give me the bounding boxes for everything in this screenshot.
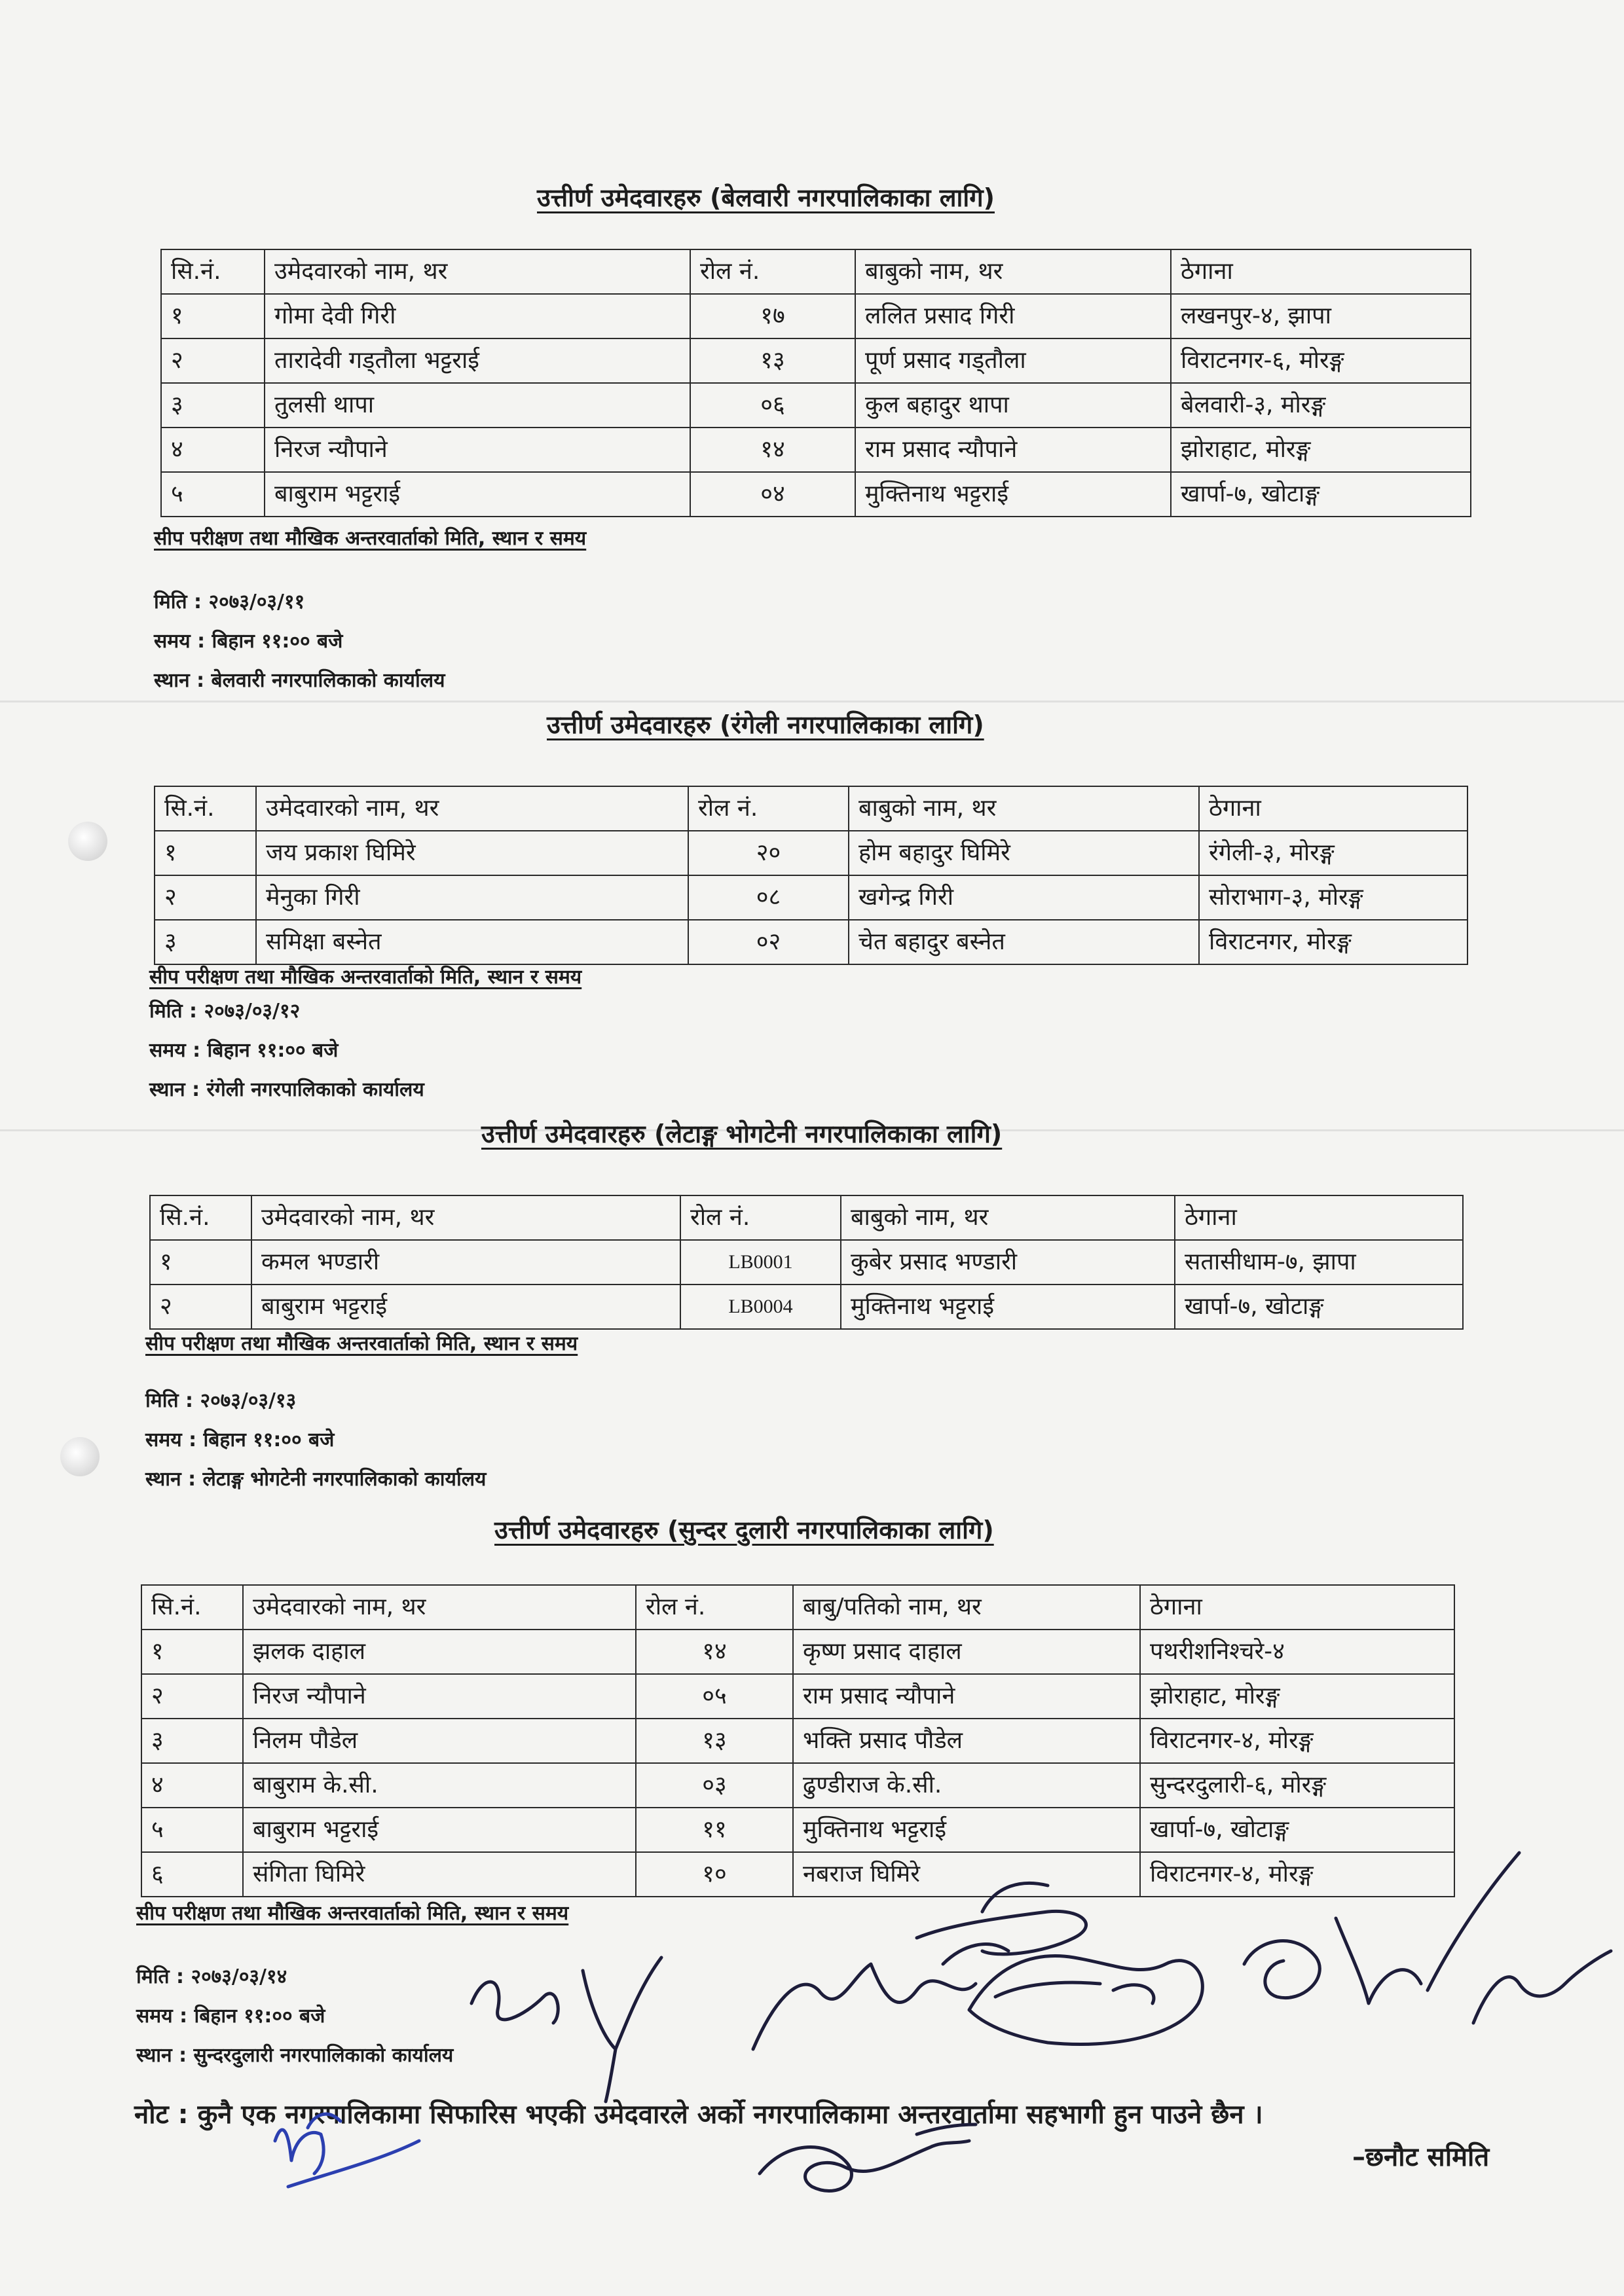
father-name-cell: पूर्ण प्रसाद गड्तौला bbox=[855, 338, 1171, 383]
address-cell: विराटनगर, मोरङ्ग bbox=[1199, 920, 1467, 964]
interview-subheading: सीप परीक्षण तथा मौखिक अन्तरवार्ताको मिति, स्थान र समय bbox=[136, 1902, 569, 1925]
father-name-cell: नबराज घिमिरे bbox=[793, 1852, 1140, 1897]
header-father-name: बाबुको नाम, थर bbox=[841, 1195, 1175, 1240]
committee-signature-label: –छनौट समिति bbox=[1352, 2142, 1490, 2172]
header-father-husband-name: बाबु/पतिको नाम, थर bbox=[793, 1585, 1140, 1630]
candidate-name-cell: तारादेवी गड्तौला भट्टराई bbox=[265, 338, 690, 383]
candidate-name-cell: निलम पौडेल bbox=[243, 1719, 636, 1763]
serial-cell: २ bbox=[155, 875, 256, 920]
header-address: ठेगाना bbox=[1171, 249, 1471, 294]
serial-cell: ३ bbox=[155, 920, 256, 964]
interview-subheading: सीप परीक्षण तथा मौखिक अन्तरवार्ताको मिति, स्थान र समय bbox=[145, 1332, 578, 1355]
interview-place: स्थान : लेटाङ्ग भोगटेनी नगरपालिकाको कार्यालय bbox=[145, 1468, 487, 1491]
candidate-name-cell: निरज न्यौपाने bbox=[243, 1674, 636, 1719]
father-name-cell: खगेन्द्र गिरी bbox=[849, 875, 1199, 920]
candidate-name-cell: बाबुराम भट्टराई bbox=[251, 1285, 680, 1329]
interview-subheading: सीप परीक्षण तथा मौखिक अन्तरवार्ताको मिति, स्थान र समय bbox=[149, 966, 582, 989]
header-candidate-name: उमेदवारको नाम, थर bbox=[256, 786, 688, 831]
address-cell: खार्पा-७, खोटाङ्ग bbox=[1175, 1285, 1463, 1329]
roll-no-cell: १४ bbox=[636, 1630, 793, 1674]
serial-cell: १ bbox=[161, 294, 265, 338]
father-name-cell: ललित प्रसाद गिरी bbox=[855, 294, 1171, 338]
interview-place: स्थान : रंगेली नगरपालिकाको कार्यालय bbox=[149, 1078, 424, 1101]
address-cell: विराटनगर-४, मोरङ्ग bbox=[1140, 1719, 1454, 1763]
candidate-name-cell: बाबुराम के.सी. bbox=[243, 1763, 636, 1808]
father-name-cell: होम बहादुर घिमिरे bbox=[849, 831, 1199, 875]
roll-no-cell: ०५ bbox=[636, 1674, 793, 1719]
interview-time: समय : बिहान ११:०० बजे bbox=[136, 2005, 325, 2028]
header-roll-no: रोल नं. bbox=[690, 249, 855, 294]
section-title: उत्तीर्ण उमेदवारहरु (सुन्दर दुलारी नगरपालिकाका लागि) bbox=[494, 1516, 994, 1544]
header-serial: सि.नं. bbox=[141, 1585, 243, 1630]
header-father-name: बाबुको नाम, थर bbox=[855, 249, 1171, 294]
serial-cell: ४ bbox=[141, 1763, 243, 1808]
roll-no-cell: ०६ bbox=[690, 383, 855, 428]
father-name-cell: भक्ति प्रसाद पौडेल bbox=[793, 1719, 1140, 1763]
header-candidate-name: उमेदवारको नाम, थर bbox=[265, 249, 690, 294]
serial-cell: ५ bbox=[161, 472, 265, 517]
father-name-cell: कुबेर प्रसाद भण्डारी bbox=[841, 1240, 1175, 1285]
header-candidate-name: उमेदवारको नाम, थर bbox=[243, 1585, 636, 1630]
serial-cell: २ bbox=[161, 338, 265, 383]
address-cell: लखनपुर-४, झापा bbox=[1171, 294, 1471, 338]
header-roll-no: रोल नं. bbox=[680, 1195, 841, 1240]
candidate-name-cell: गोमा देवी गिरी bbox=[265, 294, 690, 338]
father-name-cell: कुल बहादुर थापा bbox=[855, 383, 1171, 428]
roll-no-cell: ०२ bbox=[688, 920, 849, 964]
candidate-name-cell: बाबुराम भट्टराई bbox=[265, 472, 690, 517]
interview-time: समय : बिहान ११:०० बजे bbox=[145, 1429, 335, 1451]
address-cell: रंगेली-३, मोरङ्ग bbox=[1199, 831, 1467, 875]
interview-time: समय : बिहान ११:०० बजे bbox=[154, 630, 343, 653]
candidate-name-cell: समिक्षा बस्नेत bbox=[256, 920, 688, 964]
candidate-name-cell: निरज न्यौपाने bbox=[265, 428, 690, 472]
header-address: ठेगाना bbox=[1175, 1195, 1463, 1240]
address-cell: बेलवारी-३, मोरङ्ग bbox=[1171, 383, 1471, 428]
candidate-name-cell: तुलसी थापा bbox=[265, 383, 690, 428]
header-candidate-name: उमेदवारको नाम, थर bbox=[251, 1195, 680, 1240]
father-name-cell: राम प्रसाद न्यौपाने bbox=[793, 1674, 1140, 1719]
interview-date: मिति : २०७३/०३/१४ bbox=[136, 1965, 287, 1988]
address-cell: पथरीशनिश्चरे-४ bbox=[1140, 1630, 1454, 1674]
roll-no-cell: ०८ bbox=[688, 875, 849, 920]
header-roll-no: रोल नं. bbox=[636, 1585, 793, 1630]
candidate-name-cell: संगिता घिमिरे bbox=[243, 1852, 636, 1897]
roll-no-cell: LB0004 bbox=[680, 1285, 841, 1329]
address-cell: विराटनगर-४, मोरङ्ग bbox=[1140, 1852, 1454, 1897]
roll-no-cell: १३ bbox=[636, 1719, 793, 1763]
address-cell: सतासीधाम-७, झापा bbox=[1175, 1240, 1463, 1285]
interview-place: स्थान : बेलवारी नगरपालिकाको कार्यालय bbox=[154, 669, 445, 692]
interview-date: मिति : २०७३/०३/१३ bbox=[145, 1389, 297, 1412]
interview-subheading: सीप परीक्षण तथा मौखिक अन्तरवार्ताको मिति, स्थान र समय bbox=[154, 527, 587, 550]
father-name-cell: मुक्तिनाथ भट्टराई bbox=[841, 1285, 1175, 1329]
serial-cell: २ bbox=[141, 1674, 243, 1719]
serial-cell: ५ bbox=[141, 1808, 243, 1852]
interview-place: स्थान : सुन्दरदुलारी नगरपालिकाको कार्यालय bbox=[136, 2044, 454, 2067]
header-address: ठेगाना bbox=[1140, 1585, 1454, 1630]
section-title: उत्तीर्ण उमेदवारहरु (बेलवारी नगरपालिकाका लागि) bbox=[537, 183, 995, 212]
address-cell: झोराहाट, मोरङ्ग bbox=[1171, 428, 1471, 472]
roll-no-cell: २० bbox=[688, 831, 849, 875]
father-name-cell: चेत बहादुर बस्नेत bbox=[849, 920, 1199, 964]
candidate-name-cell: कमल भण्डारी bbox=[251, 1240, 680, 1285]
address-cell: झोराहाट, मोरङ्ग bbox=[1140, 1674, 1454, 1719]
header-serial: सि.नं. bbox=[155, 786, 256, 831]
candidate-name-cell: झलक दाहाल bbox=[243, 1630, 636, 1674]
serial-cell: ३ bbox=[141, 1719, 243, 1763]
interview-date: मिति : २०७३/०३/१२ bbox=[149, 1000, 301, 1023]
address-cell: सुन्दरदुलारी-६, मोरङ्ग bbox=[1140, 1763, 1454, 1808]
serial-cell: १ bbox=[141, 1630, 243, 1674]
father-name-cell: मुक्तिनाथ भट्टराई bbox=[855, 472, 1171, 517]
roll-no-cell: LB0001 bbox=[680, 1240, 841, 1285]
father-name-cell: ढुण्डीराज के.सी. bbox=[793, 1763, 1140, 1808]
candidate-name-cell: बाबुराम भट्टराई bbox=[243, 1808, 636, 1852]
roll-no-cell: ०४ bbox=[690, 472, 855, 517]
header-serial: सि.नं. bbox=[161, 249, 265, 294]
interview-date: मिति : २०७३/०३/११ bbox=[154, 591, 305, 613]
section-title: उत्तीर्ण उमेदवारहरु (रंगेली नगरपालिकाका लागि) bbox=[547, 710, 984, 739]
header-address: ठेगाना bbox=[1199, 786, 1467, 831]
father-name-cell: राम प्रसाद न्यौपाने bbox=[855, 428, 1171, 472]
serial-cell: ६ bbox=[141, 1852, 243, 1897]
serial-cell: १ bbox=[150, 1240, 251, 1285]
roll-no-cell: १० bbox=[636, 1852, 793, 1897]
serial-cell: १ bbox=[155, 831, 256, 875]
header-father-name: बाबुको नाम, थर bbox=[849, 786, 1199, 831]
header-serial: सि.नं. bbox=[150, 1195, 251, 1240]
serial-cell: ३ bbox=[161, 383, 265, 428]
father-name-cell: कृष्ण प्रसाद दाहाल bbox=[793, 1630, 1140, 1674]
father-name-cell: मुक्तिनाथ भट्टराई bbox=[793, 1808, 1140, 1852]
address-cell: सोराभाग-३, मोरङ्ग bbox=[1199, 875, 1467, 920]
address-cell: विराटनगर-६, मोरङ्ग bbox=[1171, 338, 1471, 383]
address-cell: खार्पा-७, खोटाङ्ग bbox=[1171, 472, 1471, 517]
candidate-name-cell: जय प्रकाश घिमिरे bbox=[256, 831, 688, 875]
section-title: उत्तीर्ण उमेदवारहरु (लेटाङ्ग भोगटेनी नगरपालिकाका लागि) bbox=[481, 1120, 1003, 1148]
roll-no-cell: १४ bbox=[690, 428, 855, 472]
serial-cell: ४ bbox=[161, 428, 265, 472]
roll-no-cell: ११ bbox=[636, 1808, 793, 1852]
roll-no-cell: १७ bbox=[690, 294, 855, 338]
address-cell: खार्पा-७, खोटाङ्ग bbox=[1140, 1808, 1454, 1852]
interview-time: समय : बिहान ११:०० बजे bbox=[149, 1039, 339, 1062]
header-roll-no: रोल नं. bbox=[688, 786, 849, 831]
roll-no-cell: १३ bbox=[690, 338, 855, 383]
serial-cell: २ bbox=[150, 1285, 251, 1329]
roll-no-cell: ०३ bbox=[636, 1763, 793, 1808]
note-text: नोट : कुनै एक नगरपालिकामा सिफारिस भएकी उमेदवारले अर्को नगरपालिकामा अन्तरवार्तामा सहभागी हुन पाउने छैन । bbox=[134, 2100, 1263, 2130]
candidate-name-cell: मेनुका गिरी bbox=[256, 875, 688, 920]
